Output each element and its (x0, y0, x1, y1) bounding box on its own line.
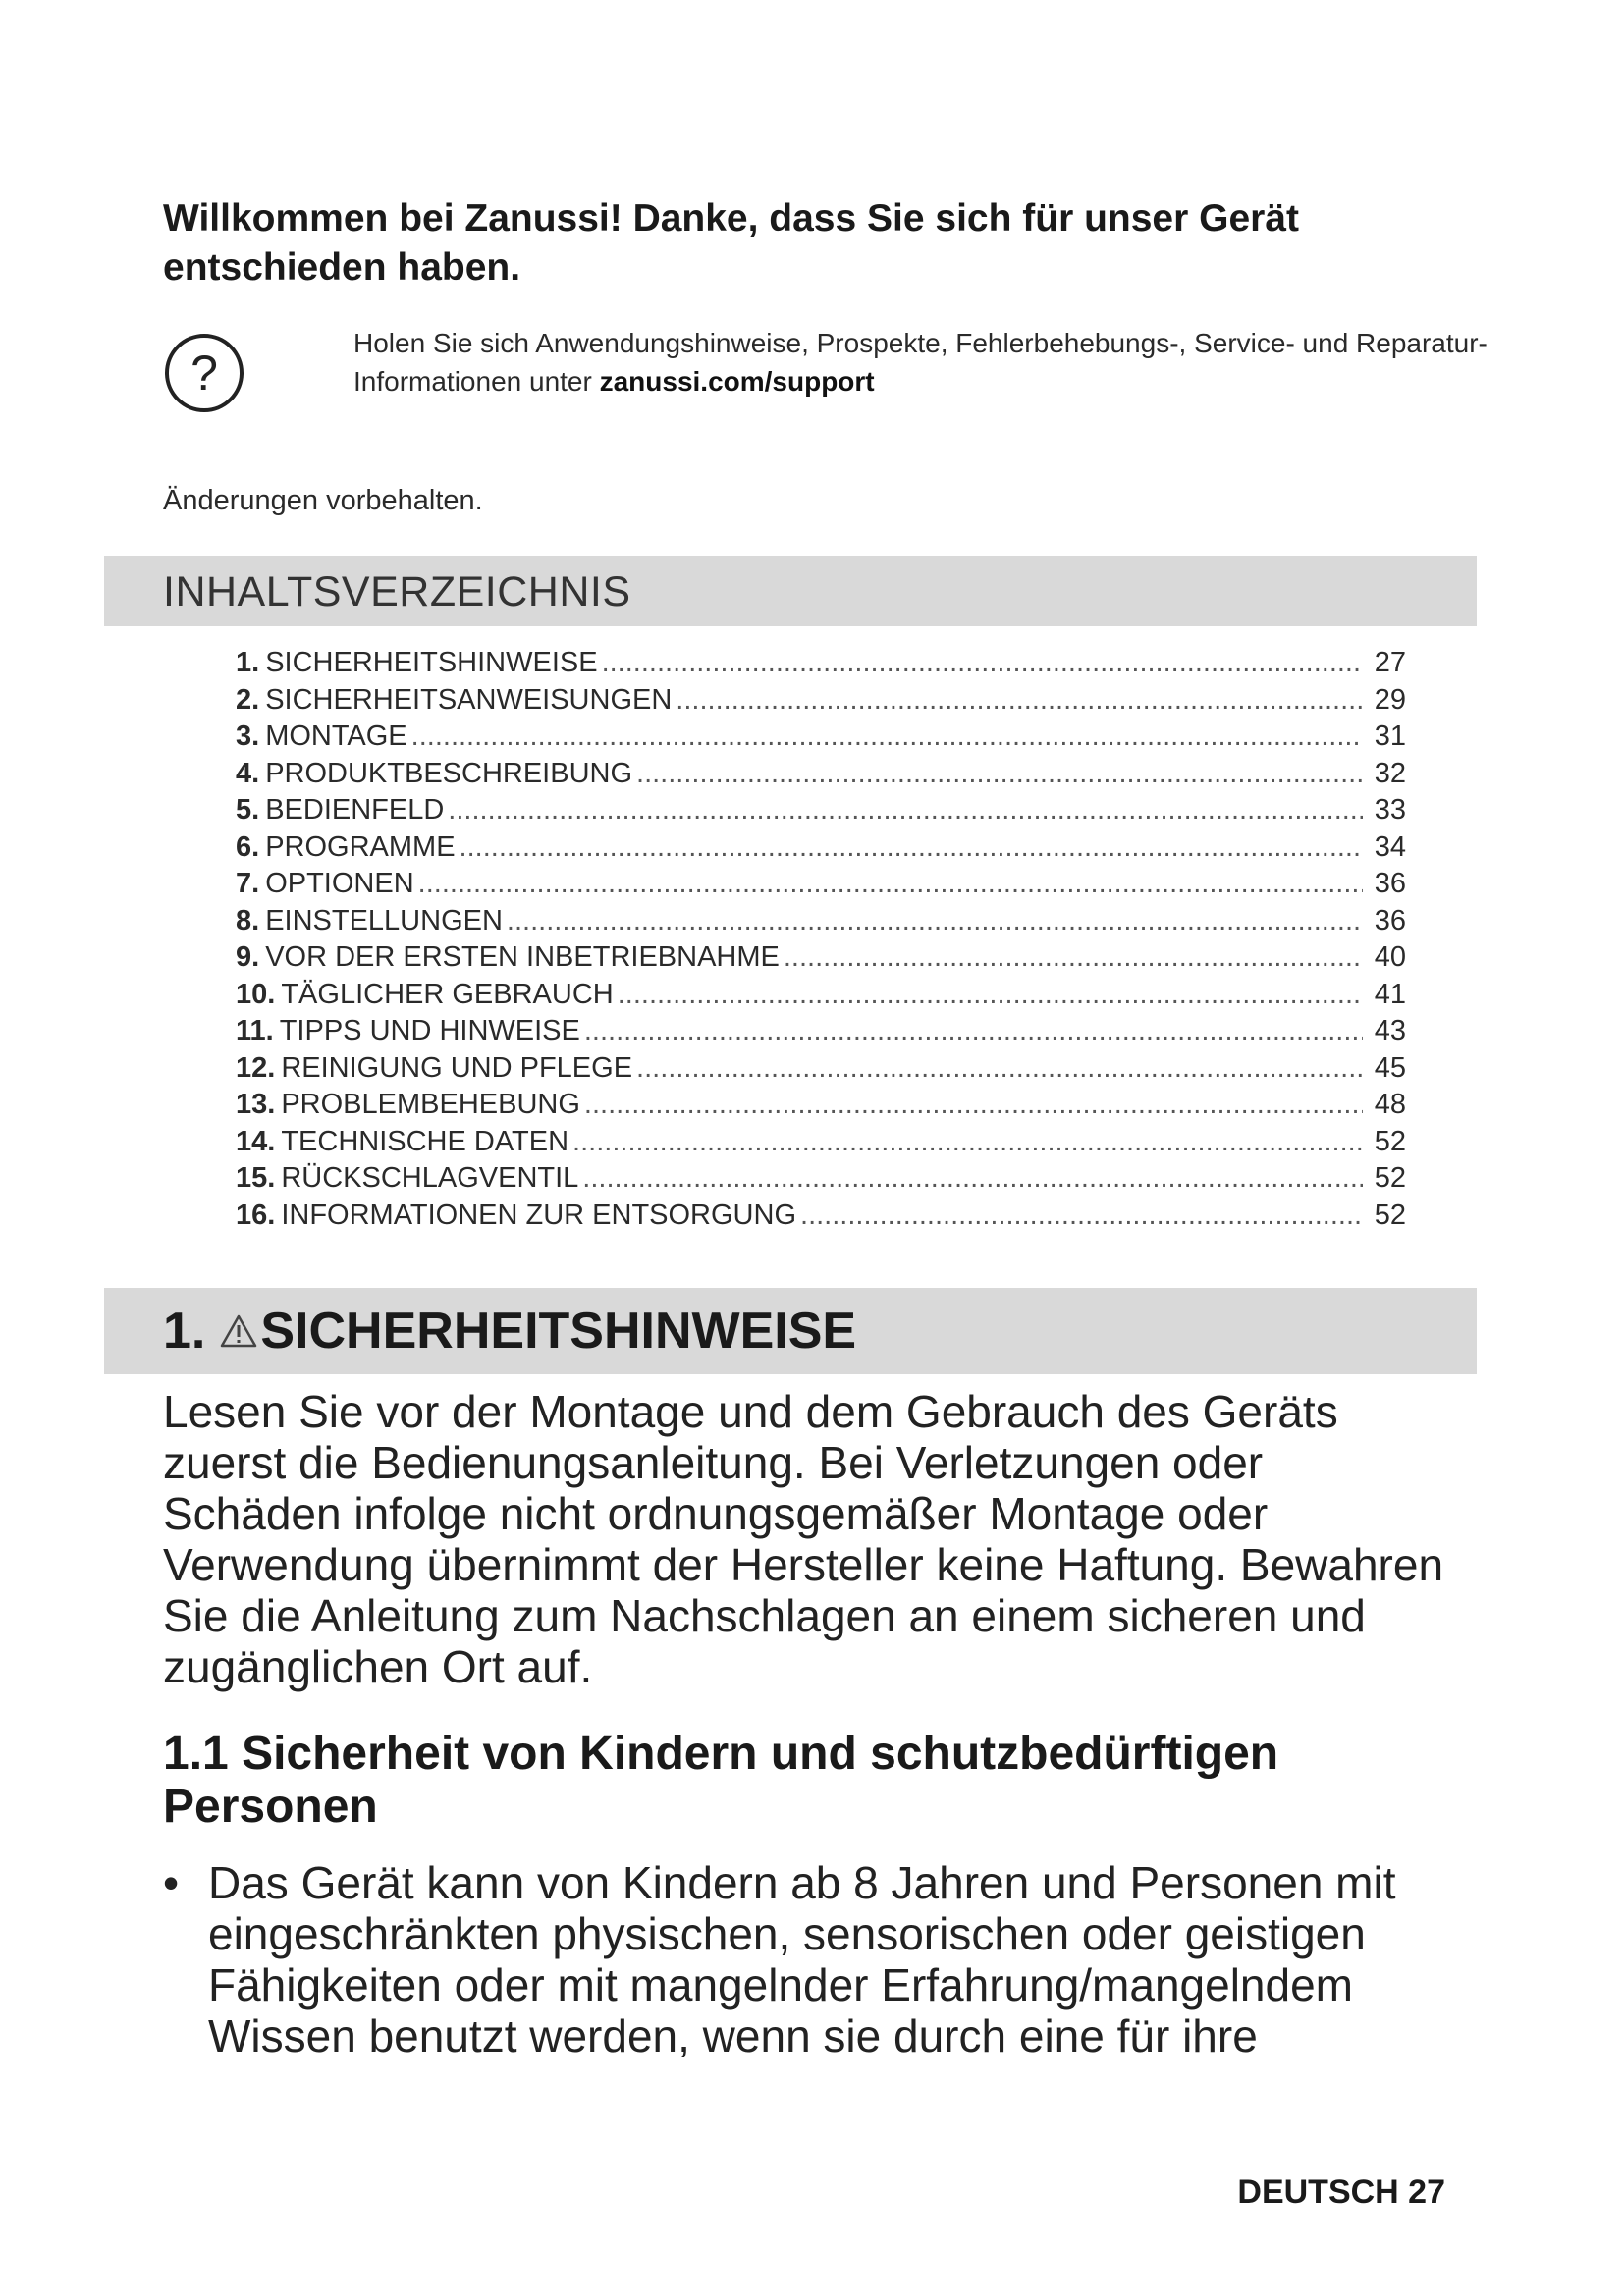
toc-item[interactable] (236, 1050, 1406, 1088)
toc-item-label: VOR DER ERSTEN INBETRIEBNAHME (265, 941, 780, 973)
section-intro: Lesen Sie vor der Montage und dem Gebrauch des Geräts zuerst die Bedienungsanleitung. Bei Verletzungen oder Schäden infolge nicht ordnungsgemäßer Montage oder Verwendung übernimmt der Hersteller keine Haftung. Bewahren Sie die Anleitung zum Nachschlagen an einem sicheren und zugänglichen Ort auf. (163, 1386, 1444, 1692)
table-of-contents (236, 645, 1406, 1234)
toc-item-page: 29 (1374, 683, 1406, 716)
toc-item-number: 16. (236, 1199, 276, 1231)
toc-leader-dots (784, 939, 1363, 977)
section-title (163, 1302, 856, 1361)
toc-item-number: 1. (236, 647, 260, 678)
toc-leader-dots (411, 719, 1363, 756)
toc-item-page: 32 (1374, 757, 1406, 789)
toc-item-page: 33 (1374, 794, 1406, 826)
question-circle-icon (163, 332, 245, 414)
toc-item-number: 3. (236, 721, 260, 752)
toc-item[interactable] (236, 866, 1406, 903)
toc-item[interactable] (236, 682, 1406, 720)
support-link[interactable]: zanussi.com/support (599, 366, 875, 397)
toc-item[interactable] (236, 1124, 1406, 1161)
toc-item-page: 52 (1374, 1162, 1406, 1194)
subsection-title: 1.1 Sicherheit von Kindern und schutzbedürftigen Personen (163, 1728, 1279, 1833)
toc-item-page: 31 (1374, 721, 1406, 752)
toc-item-label: MONTAGE (265, 721, 407, 752)
toc-item-page: 48 (1374, 1089, 1406, 1120)
toc-item-label: SICHERHEITSHINWEISE (265, 647, 598, 678)
toc-item-number: 10. (236, 978, 276, 1010)
toc-item-label: PROGRAMME (265, 830, 456, 863)
support-info (353, 324, 1492, 400)
toc-leader-dots (636, 1050, 1363, 1088)
toc-item-label: INFORMATIONEN ZUR ENTSORGUNG (281, 1199, 797, 1231)
toc-item-number: 4. (236, 757, 260, 789)
toc-leader-dots (507, 903, 1363, 940)
toc-leader-dots (602, 645, 1363, 682)
toc-leader-dots (460, 829, 1363, 867)
toc-item[interactable] (236, 792, 1406, 829)
changes-note: Änderungen vorbehalten. (163, 485, 483, 516)
toc-item-page: 34 (1374, 830, 1406, 863)
bullet-mark: • (163, 1857, 180, 1908)
toc-item[interactable] (236, 829, 1406, 867)
toc-item[interactable] (236, 756, 1406, 793)
toc-item-page: 41 (1374, 978, 1406, 1010)
page-footer: DEUTSCH 27 (1237, 2173, 1445, 2211)
toc-item-number: 15. (236, 1162, 276, 1194)
toc-item[interactable] (236, 645, 1406, 682)
toc-item-label: OPTIONEN (265, 868, 414, 899)
toc-leader-dots (572, 1124, 1363, 1161)
toc-item-number: 11. (236, 1015, 274, 1046)
toc-item-page: 36 (1374, 904, 1406, 936)
toc-item-number: 8. (236, 904, 260, 936)
bullet-text: Das Gerät kann von Kindern ab 8 Jahren und Personen mit eingeschränkten physischen, sensorischen oder geistigen Fähigkeiten oder mit mangelnder Erfahrung/mangelndem Wissen benutzt werden, wenn sie durch eine für ihre (208, 1857, 1396, 2061)
support-text: Holen Sie sich Anwendungshinweise, Prospekte, Fehlerbehebungs-, Service- und Reparatur-Informationen unter (353, 328, 1488, 397)
toc-leader-dots (418, 866, 1363, 903)
toc-item-page: 40 (1374, 941, 1406, 973)
toc-item[interactable] (236, 1160, 1406, 1198)
toc-item-number: 9. (236, 941, 260, 973)
section-title-text: SICHERHEITSHINWEISE (260, 1303, 857, 1360)
toc-item-number: 7. (236, 868, 260, 899)
toc-item-page: 45 (1374, 1051, 1406, 1084)
toc-item-number: 2. (236, 683, 260, 716)
toc-item-page: 43 (1374, 1015, 1406, 1046)
toc-item-page: 52 (1374, 1125, 1406, 1157)
toc-leader-dots (448, 792, 1363, 829)
toc-item[interactable] (236, 719, 1406, 756)
welcome-heading: Willkommen bei Zanussi! Danke, dass Sie sich für unser Gerät entschieden haben. (163, 197, 1300, 289)
toc-item[interactable] (236, 939, 1406, 977)
toc-item-page: 52 (1374, 1199, 1406, 1231)
toc-item-number: 13. (236, 1089, 276, 1120)
toc-item-page: 27 (1374, 647, 1406, 678)
toc-leader-dots (636, 756, 1363, 793)
toc-item[interactable] (236, 977, 1406, 1014)
list-item (163, 1857, 1459, 2061)
toc-item-label: TECHNISCHE DATEN (281, 1125, 569, 1157)
toc-title: INHALTSVERZEICHNIS (163, 568, 631, 615)
toc-item-number: 5. (236, 794, 260, 826)
toc-item-label: RÜCKSCHLAGVENTIL (281, 1162, 579, 1194)
toc-item[interactable] (236, 903, 1406, 940)
toc-item-label: SICHERHEITSANWEISUNGEN (265, 683, 673, 716)
toc-item-label: PRODUKTBESCHREIBUNG (265, 757, 633, 789)
warning-triangle-icon (219, 1313, 258, 1349)
toc-leader-dots (618, 977, 1363, 1014)
toc-item-page: 36 (1374, 868, 1406, 899)
toc-item-number: 6. (236, 830, 260, 863)
toc-item-label: REINIGUNG UND PFLEGE (281, 1051, 633, 1084)
toc-item[interactable] (236, 1013, 1406, 1050)
toc-item-label: TIPPS UND HINWEISE (279, 1015, 580, 1046)
toc-leader-dots (582, 1160, 1363, 1198)
toc-leader-dots (676, 682, 1363, 720)
section-number: 1. (163, 1303, 206, 1360)
toc-header-bar (104, 556, 1477, 626)
toc-item-label: TÄGLICHER GEBRAUCH (281, 978, 614, 1010)
toc-leader-dots (800, 1198, 1363, 1235)
toc-item[interactable] (236, 1087, 1406, 1124)
toc-leader-dots (584, 1013, 1363, 1050)
toc-item[interactable] (236, 1198, 1406, 1235)
svg-text:?: ? (190, 346, 218, 400)
toc-item-label: BEDIENFELD (265, 794, 445, 826)
toc-item-label: PROBLEMBEHEBUNG (281, 1089, 580, 1120)
toc-item-number: 12. (236, 1051, 276, 1084)
toc-item-label: EINSTELLUNGEN (265, 904, 503, 936)
toc-leader-dots (584, 1087, 1363, 1124)
toc-item-number: 14. (236, 1125, 276, 1157)
section-header-bar (104, 1288, 1477, 1374)
